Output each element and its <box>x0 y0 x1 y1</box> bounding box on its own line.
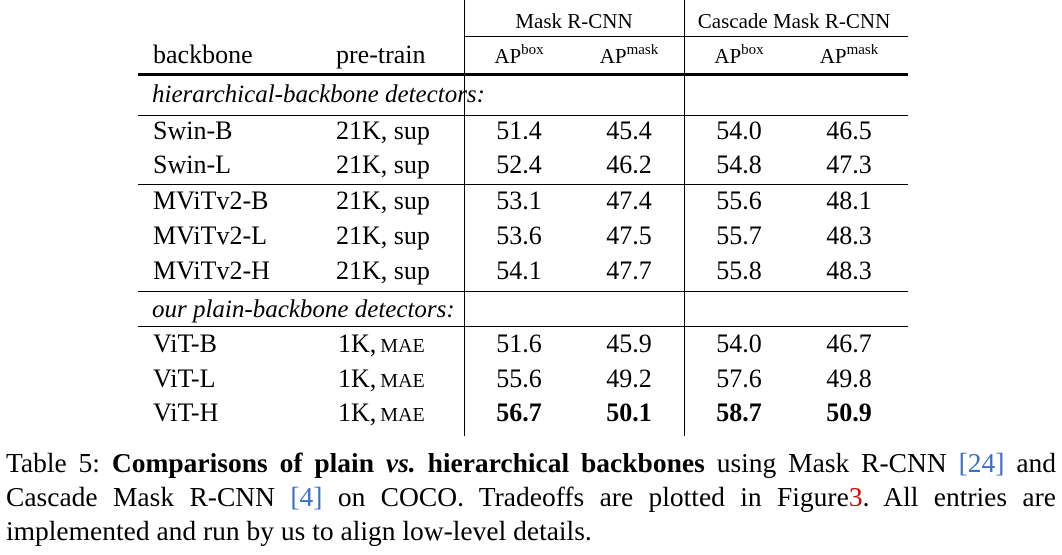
group-header-rule <box>464 36 908 37</box>
group-rule-mvit <box>138 291 908 292</box>
column-header-backbone: backbone <box>153 40 253 69</box>
value-cell: 54.8 <box>716 150 762 179</box>
value-cell: 46.2 <box>606 150 652 179</box>
value-cell: 52.4 <box>496 150 542 179</box>
pretrain-cell: 1K, MAE <box>338 398 425 427</box>
figure-link-3[interactable]: 3 <box>848 481 863 512</box>
backbone-cell: ViT-H <box>153 398 219 427</box>
section-rule-2 <box>138 326 908 327</box>
caption-text-4: . All entries are implemented and run by us to align low-level details. <box>6 481 1057 546</box>
group-header-cascade: Cascade Mask R-CNN <box>697 9 891 33</box>
value-cell: 47.7 <box>606 256 652 285</box>
value-cell: 45.4 <box>606 116 652 145</box>
backbone-cell: MViTv2-H <box>153 256 270 285</box>
col-divider-1 <box>464 0 465 436</box>
value-cell: 55.7 <box>716 221 762 250</box>
backbone-cell: ViT-L <box>153 364 216 393</box>
value-cell: 54.0 <box>716 329 762 358</box>
backbone-cell: MViTv2-B <box>153 186 269 215</box>
backbone-cell: ViT-B <box>153 329 217 358</box>
header-rule <box>138 73 908 76</box>
value-cell: 48.3 <box>826 256 872 285</box>
caption-bold-a: Comparisons of plain <box>111 447 374 478</box>
value-cell: 55.8 <box>716 256 762 285</box>
caption-bold-b: hierarchical backbones <box>427 447 705 478</box>
section-label-hierarchical: hierarchical-backbone detectors: <box>152 81 485 108</box>
value-cell: 55.6 <box>716 186 762 215</box>
table-caption <box>6 446 1056 548</box>
value-cell: 51.6 <box>496 329 542 358</box>
column-header-cascade-apbox: $AP^{box}$ <box>714 42 764 68</box>
pretrain-cell: 21K, sup <box>336 221 430 250</box>
results-table <box>138 0 908 436</box>
caption-text-2: and Cascade Mask R-CNN <box>6 447 1057 512</box>
value-cell: 46.7 <box>826 329 872 358</box>
value-cell: 55.6 <box>496 364 542 393</box>
value-cell: 45.9 <box>606 329 652 358</box>
caption-text-1: using Mask R-CNN <box>716 447 947 478</box>
column-header-mrcnn-apmask: $AP^{mask}$ <box>599 42 659 68</box>
value-cell: 54.1 <box>496 256 542 285</box>
pretrain-cell: 21K, sup <box>336 256 430 285</box>
group-rule-swin <box>138 184 908 185</box>
value-cell: 48.3 <box>826 221 872 250</box>
column-header-pretrain: pre-train <box>336 40 426 69</box>
section-label-plain: our plain-backbone detectors: <box>152 296 455 323</box>
value-cell-best: 58.7 <box>716 398 762 427</box>
value-cell: 53.1 <box>496 186 542 215</box>
group-header-mask-rcnn: Mask R-CNN <box>515 9 633 33</box>
pretrain-cell: 1K, MAE <box>338 329 425 358</box>
value-cell: 53.6 <box>496 221 542 250</box>
value-cell: 47.4 <box>606 186 652 215</box>
pretrain-cell: 21K, sup <box>336 186 430 215</box>
value-cell: 47.3 <box>826 150 872 179</box>
citation-link-4[interactable]: [4] <box>290 481 323 512</box>
value-cell-best: 50.1 <box>606 398 652 427</box>
value-cell: 47.5 <box>606 221 652 250</box>
backbone-cell: MViTv2-L <box>153 221 267 250</box>
value-cell: 46.5 <box>826 116 872 145</box>
caption-label: Table 5: <box>6 447 100 478</box>
pretrain-cell: 21K, sup <box>336 116 430 145</box>
value-cell: 57.6 <box>716 364 762 393</box>
citation-link-24[interactable]: [24] <box>958 447 1005 478</box>
caption-text-3: on COCO. Tradeoffs are plotted in Figure <box>337 481 849 512</box>
value-cell: 51.4 <box>496 116 542 145</box>
value-cell-best: 50.9 <box>826 398 872 427</box>
value-cell: 49.8 <box>826 364 872 393</box>
column-header-cascade-apmask: $AP^{mask}$ <box>819 42 879 68</box>
backbone-cell: Swin-L <box>153 150 231 179</box>
pretrain-cell: 1K, MAE <box>338 364 425 393</box>
backbone-cell: Swin-B <box>153 116 233 145</box>
caption-vs: vs. <box>385 447 416 478</box>
value-cell: 54.0 <box>716 116 762 145</box>
value-cell: 48.1 <box>826 186 872 215</box>
value-cell-best: 56.7 <box>496 398 542 427</box>
pretrain-cell: 21K, sup <box>336 150 430 179</box>
value-cell: 49.2 <box>606 364 652 393</box>
column-header-mrcnn-apbox: $AP^{box}$ <box>494 42 544 68</box>
col-divider-2 <box>684 0 685 436</box>
